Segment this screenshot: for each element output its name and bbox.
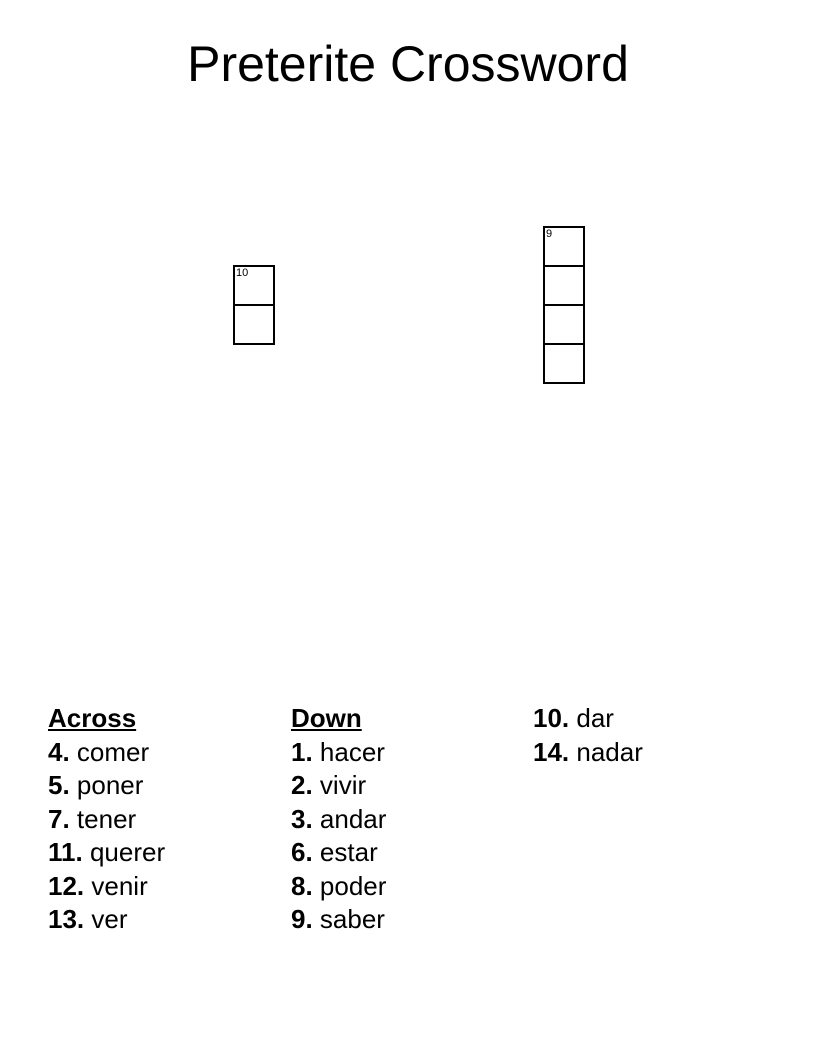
- clue-item: [291, 803, 386, 837]
- clue-text: poner: [76, 770, 144, 800]
- clue-text: comer: [76, 736, 150, 767]
- grid-cell-9-2[interactable]: [543, 265, 585, 306]
- clue-number: 12.: [48, 870, 85, 901]
- clue-text: querer: [89, 837, 166, 867]
- clue-text: tener: [76, 803, 137, 834]
- cell-number: 9: [546, 228, 553, 240]
- clue-number: 3.: [291, 803, 313, 834]
- clue-item: [533, 702, 643, 736]
- clue-item: [533, 736, 643, 770]
- clue-item: [48, 836, 165, 870]
- down-heading: Down: [291, 703, 362, 733]
- page-title: Preterite Crossword: [187, 36, 629, 92]
- cell-number: 10: [236, 267, 249, 279]
- clue-number: 13.: [48, 904, 85, 934]
- grid-cell-9-1[interactable]: [543, 226, 585, 267]
- clue-text: poder: [319, 870, 387, 901]
- clue-number: 9.: [291, 904, 313, 934]
- clue-item: [291, 870, 386, 904]
- clue-number: 5.: [48, 770, 70, 800]
- grid-cell-10-1[interactable]: [233, 265, 275, 306]
- clue-item: [291, 903, 386, 937]
- clue-item: [291, 836, 386, 870]
- clue-number: 11.: [48, 837, 83, 867]
- clue-text: andar: [319, 803, 387, 834]
- clue-item: [48, 903, 165, 937]
- clue-number: 4.: [48, 736, 70, 767]
- clue-number: 10.: [533, 703, 570, 733]
- grid-cell-9-3[interactable]: [543, 304, 585, 345]
- clue-item: [48, 736, 165, 770]
- clue-item: [48, 803, 165, 837]
- down-clues: [291, 702, 386, 937]
- down-clues-continued: [533, 702, 643, 769]
- clue-item: [291, 736, 386, 770]
- across-clues: [48, 702, 165, 937]
- across-heading: Across: [48, 703, 137, 733]
- clue-number: 1.: [291, 736, 313, 767]
- clue-text: estar: [319, 837, 378, 867]
- clue-number: 6.: [291, 837, 313, 867]
- clue-text: venir: [91, 870, 148, 901]
- clue-text: dar: [576, 703, 614, 733]
- clue-text: vivir: [319, 770, 367, 800]
- clue-item: [291, 769, 386, 803]
- clue-number: 2.: [291, 770, 313, 800]
- grid-cell-9-4[interactable]: [543, 343, 585, 384]
- clue-number: 7.: [48, 803, 70, 834]
- clue-text: ver: [91, 904, 128, 934]
- clue-number: 8.: [291, 870, 313, 901]
- clue-item: [48, 769, 165, 803]
- clue-text: saber: [319, 904, 385, 934]
- clue-text: nadar: [576, 736, 643, 767]
- clue-number: 14.: [533, 736, 570, 767]
- clue-item: [48, 870, 165, 904]
- grid-cell-10-2[interactable]: [233, 304, 275, 345]
- clue-text: hacer: [319, 736, 385, 767]
